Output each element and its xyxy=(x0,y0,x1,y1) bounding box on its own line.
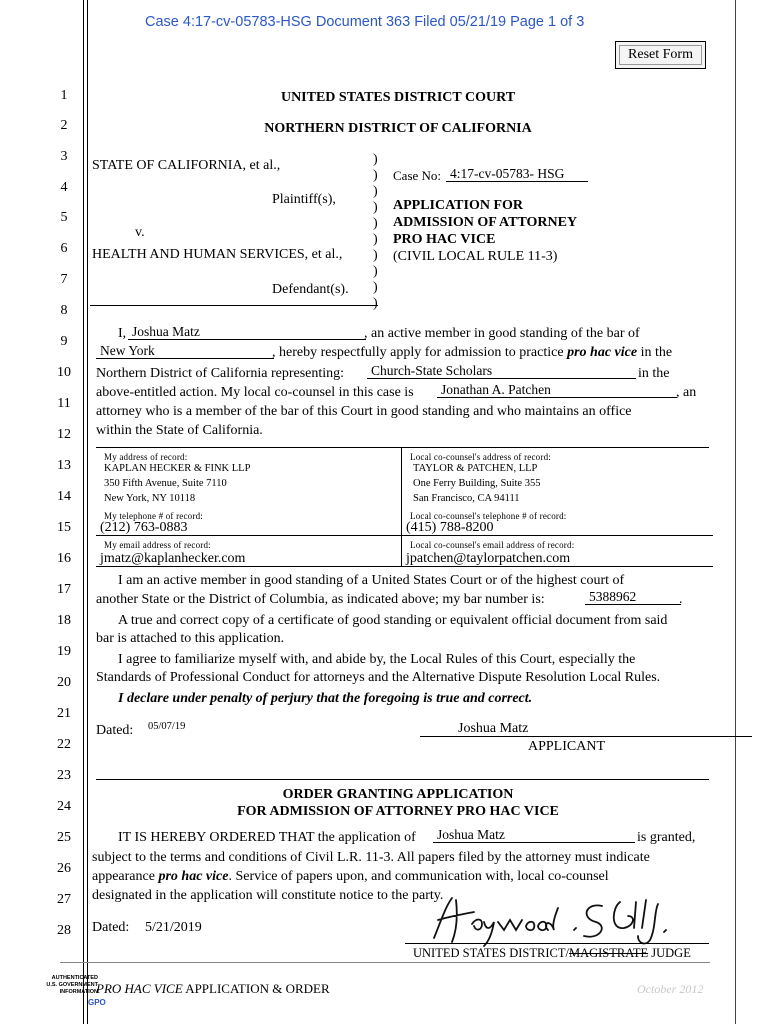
cc-address-label: Local co-counsel's address of record: xyxy=(410,452,551,462)
decl-1b: another State or the District of Columbia, as indicated above; my bar number is: xyxy=(96,592,545,607)
line-number: 27 xyxy=(57,892,71,907)
defendant-role: Defendant(s). xyxy=(272,282,349,297)
reset-form-button[interactable] xyxy=(615,41,706,69)
case-no-field[interactable]: 4:17-cv-05783- HSG xyxy=(446,166,588,182)
order-dated-field[interactable]: 5/21/2019 xyxy=(145,920,202,935)
caption-underline xyxy=(90,305,378,306)
address-table-divider xyxy=(401,447,402,567)
cc-phone-field[interactable]: (415) 788-8200 xyxy=(402,520,713,536)
footer-left-italic: PRO HAC VICE xyxy=(96,981,183,996)
line-number: 12 xyxy=(57,427,71,442)
my-phone-label: My telephone # of record: xyxy=(104,511,203,521)
app-text-2b: in the xyxy=(638,366,670,381)
line-number: 28 xyxy=(57,923,71,938)
order-text-1a: IT IS HEREBY ORDERED THAT the application of xyxy=(118,830,416,845)
order-text-4: designated in the application will constitute notice to the party. xyxy=(92,888,444,903)
cc-address-line-3: San Francisco, CA 94111 xyxy=(413,493,520,504)
decl-2b: bar is attached to this application. xyxy=(96,631,285,646)
plaintiff-role: Plaintiff(s), xyxy=(272,192,336,207)
applicant-name-field[interactable]: Joshua Matz xyxy=(128,324,366,340)
cc-address-line-2: One Ferry Building, Suite 355 xyxy=(413,478,541,489)
my-address-line-3: New York, NY 10118 xyxy=(104,493,196,504)
line-number: 4 xyxy=(60,180,68,195)
my-address-label: My address of record: xyxy=(104,452,188,462)
order-title-1: ORDER GRANTING APPLICATION xyxy=(282,787,514,802)
line-number: 8 xyxy=(60,303,68,318)
app-text-1a: , an active member in good standing of the bar of xyxy=(364,326,640,341)
judge-title-strike: MAGISTRATE xyxy=(568,946,649,960)
my-email-label: My email address of record: xyxy=(104,540,211,550)
cocounsel-field[interactable]: Jonathan A. Patchen xyxy=(437,382,677,398)
line-number: 25 xyxy=(57,830,71,845)
order-dated-label: Dated: xyxy=(92,920,130,935)
line-number: 10 xyxy=(57,365,71,380)
app-text-4: attorney who is a member of the bar of this Court in good standing and who maintains an office xyxy=(96,404,632,419)
court-district: NORTHERN DISTRICT OF CALIFORNIA xyxy=(264,121,532,136)
line-number: 7 xyxy=(60,272,68,287)
line-number: 11 xyxy=(57,396,71,411)
line-number: 18 xyxy=(57,613,71,628)
judge-signature xyxy=(412,888,708,950)
line-number: 21 xyxy=(57,706,71,721)
order-text-3a: appearance xyxy=(92,869,155,884)
caption-parens: ) ) ) ) ) ) ) ) ) ) xyxy=(373,152,378,311)
decl-2a: A true and correct copy of a certificate of good standing or equivalent official document from said xyxy=(118,613,668,628)
cc-email-field[interactable]: jpatchen@taylorpatchen.com xyxy=(402,551,713,567)
my-address-line-1: KAPLAN HECKER & FINK LLP xyxy=(104,463,251,474)
app-text-3a: above-entitled action. My local co-counsel in this case is xyxy=(96,385,414,400)
court-name: UNITED STATES DISTRICT COURT xyxy=(280,90,516,105)
line-number: 17 xyxy=(57,582,71,597)
versus: v. xyxy=(135,225,145,240)
line-number: 16 xyxy=(57,551,71,566)
app-text-1b xyxy=(272,345,672,361)
footer-right: October 2012 xyxy=(637,982,704,996)
order-text-3 xyxy=(92,869,609,885)
line-number: 1 xyxy=(60,88,68,103)
address-table-top xyxy=(96,447,709,448)
line-number: 15 xyxy=(57,520,71,535)
footer-rule xyxy=(60,962,710,963)
decl-4: I declare under penalty of perjury that the foregoing is true and correct. xyxy=(118,691,533,706)
caption-title-3: PRO HAC VICE xyxy=(393,232,496,247)
dated-field[interactable]: 05/07/19 xyxy=(148,721,186,732)
decl-3a: I agree to familiarize myself with, and abide by, the Local Rules of this Court, especially the xyxy=(118,652,636,667)
left-margin-rule-2 xyxy=(87,0,88,1024)
bar-state-field[interactable]: New York xyxy=(96,343,274,359)
decl-3b: Standards of Professional Conduct for attorneys and the Alternative Dispute Resolution Local Rules. xyxy=(96,670,661,685)
dated-label: Dated: xyxy=(96,723,134,738)
bar-number-field[interactable]: 5388962 xyxy=(585,589,681,605)
line-number: 26 xyxy=(57,861,71,876)
order-text-3-italic: pro hac vice xyxy=(158,869,229,884)
cc-phone-label: Local co-counsel's telephone # of record: xyxy=(410,511,567,521)
my-phone-field[interactable]: (212) 763-0883 xyxy=(96,520,402,536)
order-separator xyxy=(96,779,709,780)
filing-stamp: Case 4:17-cv-05783-HSG Document 363 Filed 05/21/19 Page 1 of 3 xyxy=(145,14,585,30)
case-no-label: Case No: xyxy=(393,168,442,183)
line-number: 22 xyxy=(57,737,71,752)
gpo-authentication-text: AUTHENTICATED U.S. GOVERNMENT INFORMATION xyxy=(46,975,98,995)
line-number: 5 xyxy=(60,210,68,225)
my-email-field[interactable]: jmatz@kaplanhecker.com xyxy=(96,551,402,567)
app-i: I, xyxy=(118,326,127,341)
gpo-logo: GPO xyxy=(88,998,106,1007)
decl-1a: I am an active member in good standing of a United States Court or of the highest court of xyxy=(118,573,625,588)
line-number: 9 xyxy=(60,334,68,349)
representing-field[interactable]: Church-State Scholars xyxy=(367,363,636,379)
applicant-signature-field[interactable]: Joshua Matz xyxy=(420,721,752,737)
caption-title-4: (CIVIL LOCAL RULE 11-3) xyxy=(393,249,558,264)
order-text-3b: . Service of papers upon, and communication with, local co-counsel xyxy=(228,869,609,884)
line-number: 20 xyxy=(57,675,71,690)
applicant-label: APPLICANT xyxy=(528,739,606,754)
judge-title xyxy=(413,946,691,961)
caption-title-1: APPLICATION FOR xyxy=(393,198,524,213)
left-margin-rule xyxy=(83,0,84,1024)
plaintiff-name: STATE OF CALIFORNIA, et al., xyxy=(92,158,281,173)
line-number: 2 xyxy=(60,118,68,133)
app-text-1b-main: , hereby respectfully apply for admission to practice xyxy=(272,345,564,360)
line-number: 14 xyxy=(57,489,71,504)
order-text-2: subject to the terms and conditions of Civil L.R. 11-3. All papers filed by the attorney must indicate xyxy=(92,850,650,865)
caption-title-2: ADMISSION OF ATTORNEY xyxy=(393,215,578,230)
judge-title-b: JUDGE xyxy=(648,946,691,960)
app-text-2a: Northern District of California representing: xyxy=(96,366,345,381)
reset-form-label: Reset Form xyxy=(619,45,702,65)
line-number: 24 xyxy=(57,799,71,814)
order-text-1b: is granted, xyxy=(637,830,696,845)
cc-email-label: Local co-counsel's email address of record: xyxy=(410,540,575,550)
order-name-field[interactable]: Joshua Matz xyxy=(433,827,635,843)
app-text-1b-italic: pro hac vice xyxy=(567,345,638,360)
footer-left xyxy=(96,981,330,997)
line-number: 19 xyxy=(57,644,71,659)
judge-title-a: UNITED STATES DISTRICT/ xyxy=(413,946,569,960)
app-text-5: within the State of California. xyxy=(96,423,263,438)
right-margin-rule xyxy=(735,0,736,1024)
my-address-line-2: 350 Fifth Avenue, Suite 7110 xyxy=(104,478,227,489)
judge-signature-line xyxy=(405,943,709,944)
footer-left-text: APPLICATION & ORDER xyxy=(182,981,330,996)
line-number: 6 xyxy=(60,241,68,256)
decl-1-period: . xyxy=(679,592,683,607)
cc-address-line-1: TAYLOR & PATCHEN, LLP xyxy=(413,463,538,474)
order-title-2: FOR ADMISSION OF ATTORNEY PRO HAC VICE xyxy=(237,804,559,819)
line-number: 23 xyxy=(57,768,71,783)
line-number: 13 xyxy=(57,458,71,473)
defendant-name: HEALTH AND HUMAN SERVICES, et al., xyxy=(92,247,343,262)
line-number: 3 xyxy=(60,149,68,164)
app-text-1b-end: in the xyxy=(640,345,673,360)
app-text-3b: , an xyxy=(676,385,697,400)
